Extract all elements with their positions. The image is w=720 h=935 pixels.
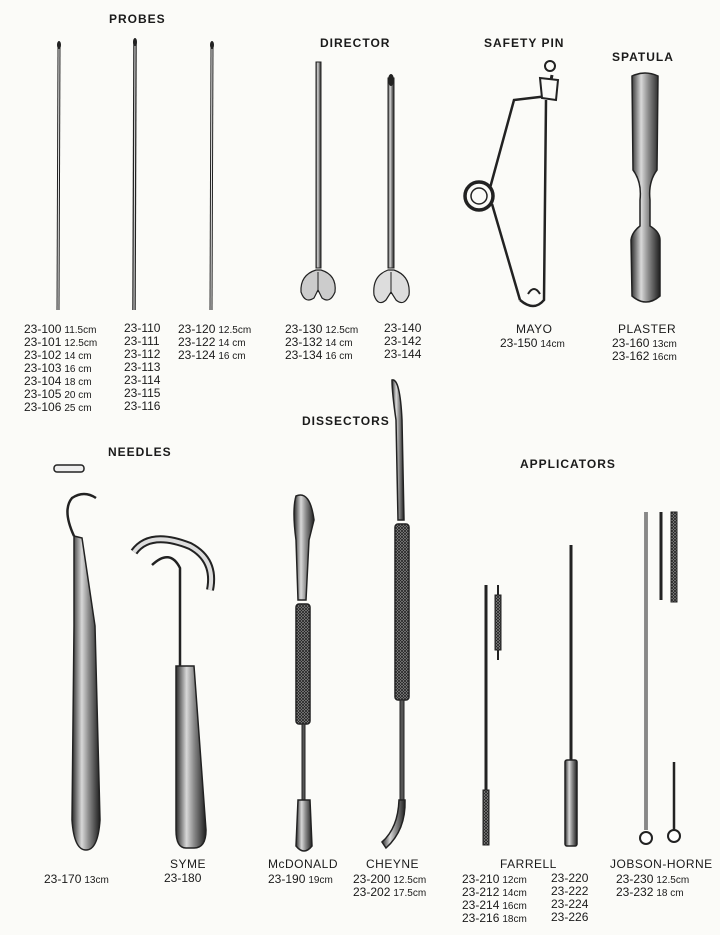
heading-spatula: SPATULA xyxy=(612,50,674,64)
list-item: 23-144 xyxy=(384,347,422,361)
list-item: 23-180 xyxy=(164,871,202,885)
syme-name: SYME xyxy=(170,857,207,871)
list-item: 23-101 12.5cm xyxy=(24,335,98,349)
heading-dissectors: DISSECTORS xyxy=(302,414,390,428)
list-item: 23-106 25 cm xyxy=(24,400,92,414)
list-item: 23-105 20 cm xyxy=(24,387,92,401)
list-item: 23-224 xyxy=(551,897,589,911)
list-item: 23-113 xyxy=(124,360,161,374)
dissector-drawing-cheyne xyxy=(382,380,409,848)
list-item: 23-230 12.5cm xyxy=(616,872,690,886)
list-item: 23-114 xyxy=(124,373,161,387)
probes-list-col2 xyxy=(124,322,160,413)
dissector-drawing-mcdonald xyxy=(294,495,314,851)
heading-safety-pin: SAFETY PIN xyxy=(484,36,565,50)
list-item: 23-132 14 cm xyxy=(285,335,353,349)
applicator-drawing-farrell-1 xyxy=(483,585,489,845)
probes-list-col3 xyxy=(178,322,251,361)
list-item: 23-103 16 cm xyxy=(24,361,92,375)
list-item: 23-134 16 cm xyxy=(285,348,353,362)
applicator-drawing-farrell-3 xyxy=(565,545,577,846)
director-list-col2 xyxy=(384,322,421,361)
needle-drawing-2 xyxy=(134,539,211,848)
list-item: 23-226 xyxy=(551,910,589,924)
cheyne-list xyxy=(353,872,426,898)
probe-drawing-1 xyxy=(57,41,61,310)
list-item: 23-214 16cm xyxy=(462,898,527,912)
jobson-horne-list xyxy=(616,872,689,898)
list-item: 23-190 19cm xyxy=(268,872,333,886)
list-item: 23-110 xyxy=(124,321,161,335)
mayo-list xyxy=(500,336,565,349)
plaster-name: PLASTER xyxy=(618,322,677,336)
director-drawing-1 xyxy=(301,62,335,300)
heading-probes: PROBES xyxy=(109,12,166,26)
heading-director: DIRECTOR xyxy=(320,36,391,50)
list-item: 23-122 14 cm xyxy=(178,335,246,349)
spatula-drawing xyxy=(631,73,660,302)
list-item: 23-222 xyxy=(551,884,589,898)
list-item: 23-160 13cm xyxy=(612,336,677,350)
list-item: 23-111 xyxy=(124,334,160,348)
farrell-list-col1 xyxy=(462,872,527,924)
list-item: 23-102 14 cm xyxy=(24,348,92,362)
list-item: 23-216 18cm xyxy=(462,911,527,925)
list-item: 23-200 12.5cm xyxy=(353,872,427,886)
list-item: 23-104 18 cm xyxy=(24,374,92,388)
mayo-name: MAYO xyxy=(516,322,553,336)
list-item: 23-124 16 cm xyxy=(178,348,246,362)
list-item: 23-210 12cm xyxy=(462,872,527,886)
safety-pin-drawing xyxy=(465,61,558,306)
syme-list xyxy=(164,872,201,885)
list-item: 23-220 xyxy=(551,871,589,885)
mcdonald-name: McDONALD xyxy=(268,857,339,871)
director-drawing-2 xyxy=(374,74,409,303)
director-list-col1 xyxy=(285,322,358,361)
list-item: 23-142 xyxy=(384,334,422,348)
mcdonald-list xyxy=(268,872,333,885)
probes-list-col1 xyxy=(24,322,97,413)
list-item: 23-130 12.5cm xyxy=(285,322,359,336)
list-item: 23-202 17.5cm xyxy=(353,885,427,899)
list-item: 23-212 14cm xyxy=(462,885,527,899)
cheyne-name: CHEYNE xyxy=(366,857,420,871)
probe-drawing-3 xyxy=(210,41,214,310)
list-item: 23-170 13cm xyxy=(44,872,109,886)
needle-first-list xyxy=(44,872,109,885)
list-item: 23-116 xyxy=(124,399,161,413)
needle-drawing-1 xyxy=(54,465,100,850)
jobson-horne-name: JOBSON-HORNE xyxy=(610,857,713,871)
farrell-name: FARRELL xyxy=(500,857,557,871)
list-item: 23-140 xyxy=(384,321,422,335)
applicator-drawing-farrell-2 xyxy=(495,585,501,660)
heading-applicators: APPLICATORS xyxy=(520,457,616,471)
list-item: 23-100 11.5cm xyxy=(24,322,97,336)
list-item: 23-112 xyxy=(124,347,161,361)
farrell-list-col2 xyxy=(551,872,588,924)
applicator-drawing-jobson xyxy=(640,512,680,844)
plaster-list xyxy=(612,336,677,362)
heading-needles: NEEDLES xyxy=(108,445,172,459)
probe-drawing-2 xyxy=(133,38,137,310)
list-item: 23-150 14cm xyxy=(500,336,565,350)
list-item: 23-115 xyxy=(124,386,161,400)
list-item: 23-232 18 cm xyxy=(616,885,684,899)
list-item: 23-162 16cm xyxy=(612,349,677,363)
list-item: 23-120 12.5cm xyxy=(178,322,252,336)
